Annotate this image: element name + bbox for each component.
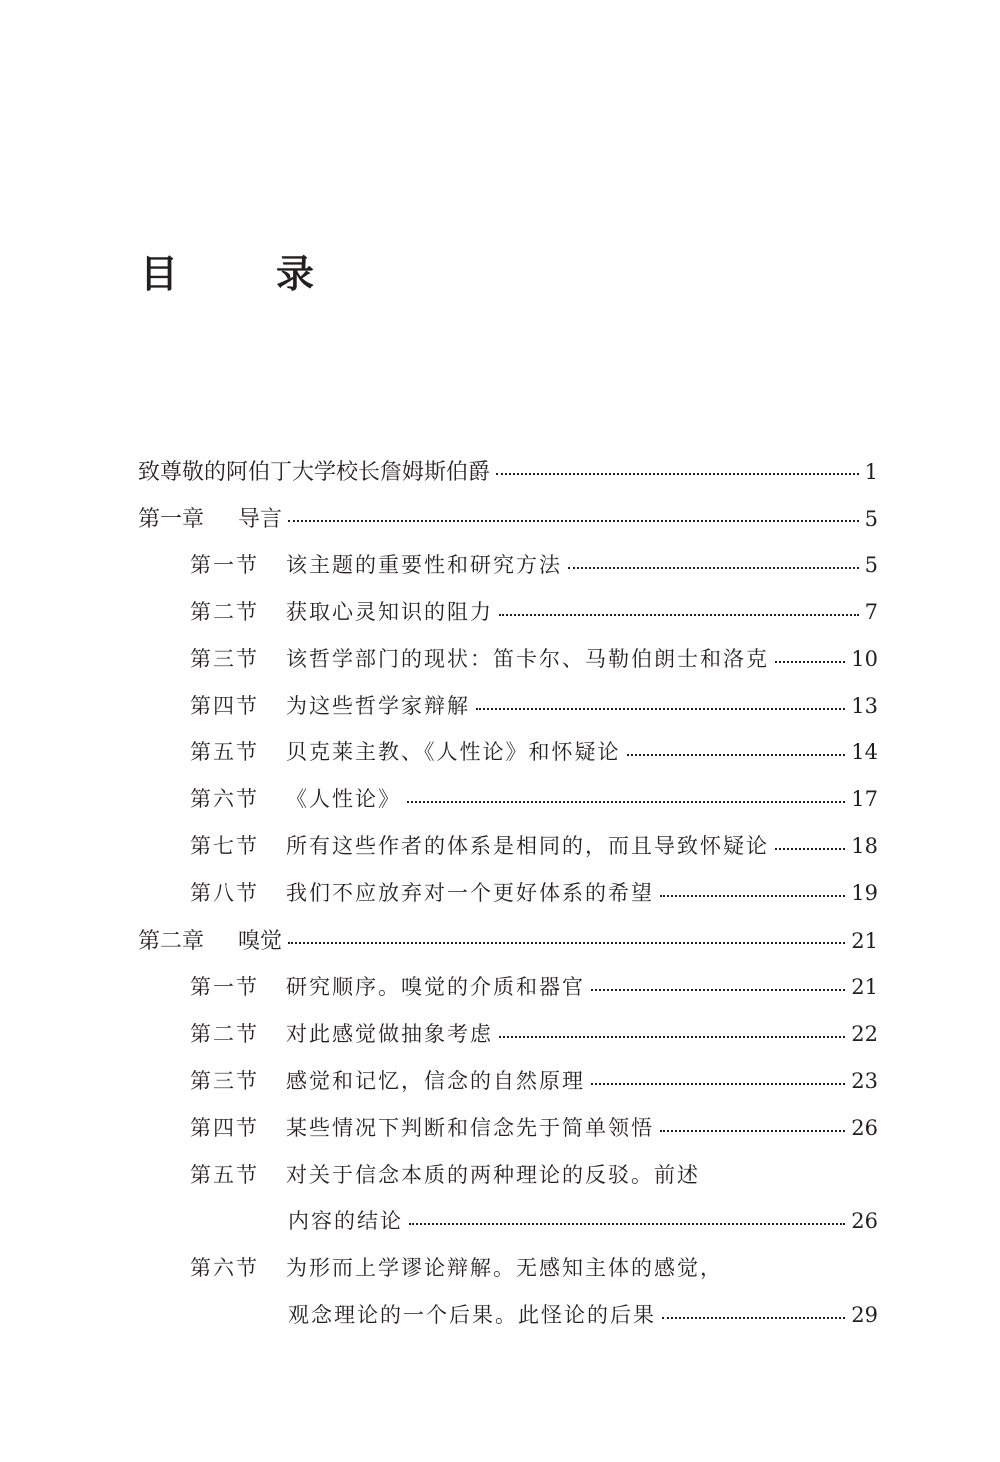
- section-label: 第五节: [190, 740, 259, 765]
- entry-title: 贝克莱主教、《人性论》和怀疑论: [286, 740, 621, 765]
- leader-dots: [476, 708, 845, 710]
- toc-entry: [0, 690, 1000, 724]
- page-number: 7: [864, 599, 878, 624]
- entry-title: 该主题的重要性和研究方法: [286, 552, 562, 577]
- toc-entry: [0, 877, 1000, 911]
- toc-entry: [0, 549, 1000, 583]
- leader-dots: [660, 895, 845, 897]
- entry-title: 我们不应放弃对一个更好体系的希望: [286, 881, 654, 906]
- toc-entry: [0, 1252, 1000, 1286]
- entry-title: 为这些哲学家辩解: [286, 693, 470, 718]
- toc-entry: [0, 1299, 1000, 1333]
- section-label: 第六节: [190, 1256, 259, 1281]
- page-number: 1: [864, 460, 878, 484]
- leader-dots: [775, 661, 845, 663]
- leader-dots: [288, 520, 859, 522]
- toc-entry: [0, 643, 1000, 677]
- chapter-label: 第二章: [138, 929, 205, 954]
- toc-entry: [0, 1018, 1000, 1052]
- entry-title: 该哲学部门的现状：笛卡尔、马勒伯朗士和洛克: [286, 646, 769, 671]
- toc-entry: [0, 1205, 1000, 1239]
- section-label: 第四节: [190, 1115, 259, 1140]
- entry-title: 对关于信念本质的两种理论的反驳。前述: [286, 1162, 700, 1187]
- page-number: 13: [851, 693, 878, 718]
- entry-title: 对此感觉做抽象考虑: [286, 1021, 493, 1046]
- leader-dots: [407, 801, 845, 803]
- page-number: 17: [851, 787, 878, 812]
- entry-title: 感觉和记忆，信念的自然原理: [286, 1068, 585, 1093]
- entry-title: 所有这些作者的体系是相同的，而且导致怀疑论: [286, 834, 769, 859]
- entry-title: 嗅觉: [238, 929, 283, 954]
- entry-title: 《人性论》: [286, 787, 401, 812]
- section-label: 第六节: [190, 787, 259, 812]
- page-number: 21: [851, 929, 878, 953]
- entry-title: 导言: [238, 506, 283, 532]
- page-number: 29: [851, 1303, 878, 1328]
- leader-dots: [499, 614, 859, 616]
- entry-title: 研究顺序。嗅觉的介质和器官: [286, 974, 585, 999]
- toc-entry: [0, 783, 1000, 817]
- leader-dots: [499, 1036, 845, 1038]
- section-label: 第三节: [190, 646, 259, 671]
- leader-dots: [627, 754, 846, 756]
- leader-dots: [775, 848, 845, 850]
- leader-dots: [591, 989, 845, 991]
- entry-title: 获取心灵知识的阻力: [286, 599, 493, 624]
- section-label: 第八节: [190, 881, 259, 906]
- page-number: 5: [864, 506, 878, 531]
- leader-dots: [288, 942, 845, 944]
- chapter-label: 第一章: [138, 506, 205, 532]
- page-number: 23: [851, 1068, 878, 1093]
- page-number: 26: [851, 1209, 878, 1234]
- toc-entry: [0, 596, 1000, 630]
- toc-entry: [0, 830, 1000, 864]
- leader-dots: [409, 1223, 845, 1225]
- toc-entry: [0, 736, 1000, 770]
- section-label: 第二节: [190, 1021, 259, 1046]
- section-label: 第一节: [190, 552, 259, 577]
- section-label: 第七节: [190, 834, 259, 859]
- toc-entry: [0, 455, 1000, 489]
- leader-dots: [660, 1130, 845, 1132]
- page-number: 22: [851, 1021, 878, 1046]
- toc-entry: [0, 924, 1000, 958]
- page-number: 5: [864, 552, 878, 577]
- section-label: 第五节: [190, 1162, 259, 1187]
- page-number: 26: [851, 1115, 878, 1140]
- toc-entry: [0, 502, 1000, 536]
- page-number: 14: [851, 740, 878, 765]
- leader-dots: [496, 473, 859, 475]
- entry-title: 某些情况下判断和信念先于简单领悟: [286, 1115, 654, 1140]
- page-title: 目 录: [140, 252, 345, 296]
- toc-entry: [0, 1112, 1000, 1146]
- page-number: 10: [851, 646, 878, 671]
- section-label: 第三节: [190, 1068, 259, 1093]
- toc-entry: [0, 1159, 1000, 1193]
- page-number: 19: [851, 881, 878, 906]
- entry-title: 观念理论的一个后果。此怪论的后果: [288, 1303, 656, 1328]
- entry-title: 为形而上学谬论辩解。无感知主体的感觉，: [286, 1256, 723, 1281]
- entry-title: 致尊敬的阿伯丁大学校长詹姆斯伯爵: [138, 460, 491, 485]
- leader-dots: [662, 1317, 845, 1319]
- page-number: 18: [851, 834, 878, 859]
- section-label: 第二节: [190, 599, 259, 624]
- leader-dots: [568, 567, 859, 569]
- toc-entry: [0, 971, 1000, 1005]
- section-label: 第一节: [190, 974, 259, 999]
- page-number: 21: [851, 974, 878, 999]
- toc-entry: [0, 1065, 1000, 1099]
- entry-title: 内容的结论: [288, 1209, 403, 1234]
- section-label: 第四节: [190, 693, 259, 718]
- leader-dots: [591, 1083, 845, 1085]
